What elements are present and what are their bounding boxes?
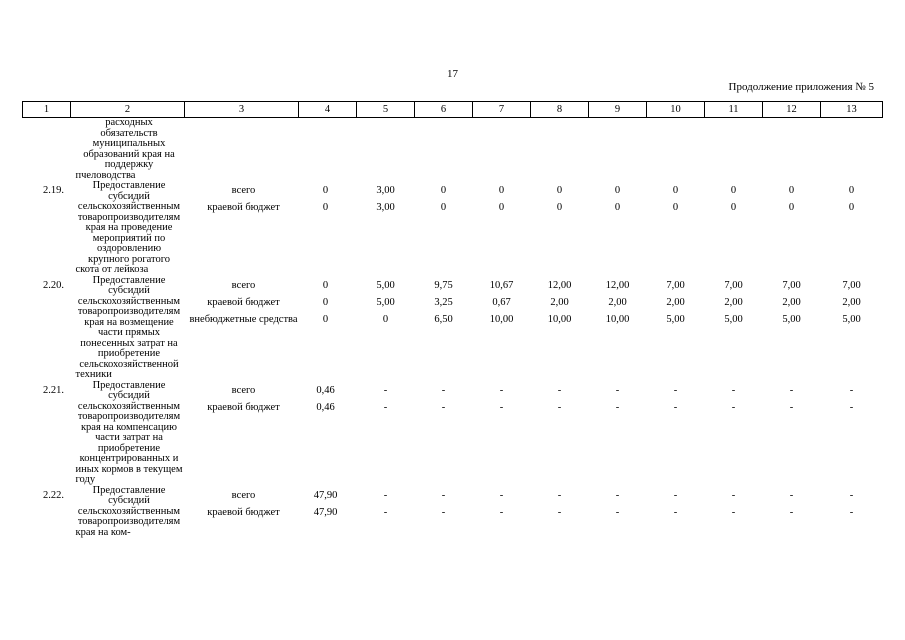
- value-cell: 0: [788, 202, 795, 213]
- value-cell: 2,00: [782, 296, 801, 308]
- column-header-11: 11: [705, 102, 763, 118]
- value-cell: 7,00: [724, 279, 743, 291]
- value-cell: -: [731, 506, 736, 518]
- funding-source-label: всего: [231, 185, 256, 196]
- value-cell: -: [673, 401, 678, 413]
- value-cell: 0: [440, 185, 447, 196]
- value-column-12: [763, 486, 821, 539]
- value-cell: 0: [498, 185, 505, 196]
- value-cell: -: [615, 384, 620, 396]
- value-column-10: [647, 118, 705, 182]
- value-column-11: [705, 486, 763, 539]
- value-cell: 0: [322, 279, 329, 291]
- value-column-13: [821, 118, 883, 182]
- value-cell: 6,50: [434, 313, 453, 325]
- value-cell: -: [731, 401, 736, 413]
- value-cell: -: [499, 384, 504, 396]
- table-header-row: [23, 102, 883, 118]
- row-number: 2.21.: [43, 384, 64, 396]
- value-cell: 2,00: [666, 296, 685, 308]
- value-cell: -: [789, 384, 794, 396]
- value-column-6: [415, 486, 473, 539]
- value-cell: 0: [614, 202, 621, 213]
- value-column-6: [415, 276, 473, 381]
- value-column-11: [705, 276, 763, 381]
- funding-source-label: краевой бюджет: [207, 202, 280, 213]
- value-column-13: [821, 381, 883, 486]
- value-column-9: [589, 276, 647, 381]
- row-number: 2.20.: [43, 279, 64, 291]
- value-cell: -: [849, 506, 854, 518]
- value-column-9: [589, 486, 647, 539]
- value-column-9: [589, 118, 647, 182]
- value-cell: 0: [672, 185, 679, 196]
- column-header-6: 6: [415, 102, 473, 118]
- table-row: [23, 276, 883, 381]
- value-column-11: [705, 181, 763, 276]
- value-cell: -: [849, 489, 854, 501]
- value-cell: 0: [556, 202, 563, 213]
- value-cell: -: [789, 506, 794, 518]
- value-cell: 2,00: [842, 296, 861, 308]
- funding-sources: [185, 181, 299, 276]
- value-cell: 7,00: [666, 279, 685, 291]
- value-cell: 10,00: [605, 313, 630, 325]
- value-cell: 0: [322, 296, 329, 308]
- column-header-13: 13: [821, 102, 883, 118]
- value-cell: -: [615, 489, 620, 501]
- value-column-6: [415, 118, 473, 182]
- value-cell: -: [383, 506, 388, 518]
- value-cell: -: [615, 506, 620, 518]
- row-description: расходных обязательств муниципальных образований края на поддержку пчеловодства: [75, 117, 175, 181]
- value-cell: -: [789, 401, 794, 413]
- value-cell: 5,00: [376, 279, 395, 291]
- funding-source-label: краевой бюджет: [207, 296, 280, 308]
- value-cell: 5,00: [782, 313, 801, 325]
- value-column-13: [821, 276, 883, 381]
- value-cell: 2,00: [724, 296, 743, 308]
- value-column-4: [299, 118, 357, 182]
- value-column-4: [299, 381, 357, 486]
- value-cell: 3,25: [434, 296, 453, 308]
- value-cell: 0: [788, 185, 795, 196]
- value-cell: -: [383, 384, 388, 396]
- value-cell: 3,00: [376, 185, 395, 196]
- value-cell: 10,67: [489, 279, 514, 291]
- value-column-13: [821, 181, 883, 276]
- value-column-10: [647, 181, 705, 276]
- value-column-5: [357, 118, 415, 182]
- column-header-8: 8: [531, 102, 589, 118]
- value-cell: -: [557, 401, 562, 413]
- value-cell: -: [499, 401, 504, 413]
- value-cell: 2,00: [608, 296, 627, 308]
- value-cell: 0,46: [316, 384, 335, 396]
- value-cell: 5,00: [376, 296, 395, 308]
- value-column-10: [647, 276, 705, 381]
- value-cell: 0: [730, 202, 737, 213]
- value-cell: 7,00: [842, 279, 861, 291]
- value-column-12: [763, 118, 821, 182]
- budget-table: [22, 101, 883, 538]
- value-cell: 9,75: [434, 279, 453, 291]
- value-cell: 0: [614, 185, 621, 196]
- value-column-8: [531, 381, 589, 486]
- value-column-7: [473, 276, 531, 381]
- value-column-11: [705, 381, 763, 486]
- funding-source-label: всего: [231, 279, 256, 291]
- value-cell: -: [383, 489, 388, 501]
- row-description: Предоставление субсидий сельскохозяйственным товаропроизводителям края на компенсацию части затрат на приобретение концентрированных и иных кормов в текущем году: [75, 379, 183, 485]
- row-number: 2.19.: [43, 185, 64, 196]
- value-cell: 2,00: [550, 296, 569, 308]
- value-column-8: [531, 118, 589, 182]
- value-cell: -: [731, 384, 736, 396]
- funding-sources: [185, 276, 299, 381]
- value-column-4: [299, 486, 357, 539]
- column-header-1: 1: [23, 102, 71, 118]
- funding-source-label: внебюджетные средства: [189, 313, 298, 325]
- value-cell: 10,00: [489, 313, 514, 325]
- value-cell: 5,00: [666, 313, 685, 325]
- funding-sources: [185, 381, 299, 486]
- value-cell: -: [383, 401, 388, 413]
- value-cell: 12,00: [547, 279, 572, 291]
- value-cell: 0: [322, 202, 329, 213]
- value-column-8: [531, 276, 589, 381]
- value-cell: 0: [440, 202, 447, 213]
- row-number: 2.22.: [43, 489, 64, 501]
- value-cell: -: [441, 489, 446, 501]
- value-column-4: [299, 181, 357, 276]
- value-cell: 5,00: [724, 313, 743, 325]
- value-column-12: [763, 276, 821, 381]
- value-cell: 7,00: [782, 279, 801, 291]
- value-cell: 0: [322, 313, 329, 325]
- funding-source-label: краевой бюджет: [207, 506, 280, 518]
- value-cell: 0: [382, 313, 389, 325]
- column-header-12: 12: [763, 102, 821, 118]
- value-cell: -: [673, 384, 678, 396]
- value-column-7: [473, 486, 531, 539]
- column-header-2: 2: [71, 102, 185, 118]
- value-column-5: [357, 381, 415, 486]
- value-cell: -: [499, 489, 504, 501]
- column-header-10: 10: [647, 102, 705, 118]
- value-column-7: [473, 181, 531, 276]
- value-column-5: [357, 486, 415, 539]
- table-row: [23, 486, 883, 539]
- value-cell: 5,00: [842, 313, 861, 325]
- value-column-7: [473, 118, 531, 182]
- page-number: 17: [447, 68, 458, 80]
- value-column-6: [415, 381, 473, 486]
- funding-source-label: всего: [231, 384, 256, 396]
- value-column-10: [647, 381, 705, 486]
- value-cell: -: [441, 506, 446, 518]
- row-description: Предоставление субсидий сельскохозяйственным товаропроизводителям края на ком-: [75, 484, 181, 538]
- row-number: [23, 118, 71, 182]
- value-cell: 0: [498, 202, 505, 213]
- value-cell: 0: [322, 185, 329, 196]
- table-row: [23, 381, 883, 486]
- value-cell: 3,00: [376, 202, 395, 213]
- value-cell: -: [557, 384, 562, 396]
- row-description: Предоставление субсидий сельскохозяйственным товаропроизводителям края на возмещение части прямых понесенных затрат на приобретение сельскохозяйственной техники: [75, 274, 181, 380]
- value-column-10: [647, 486, 705, 539]
- value-cell: -: [673, 506, 678, 518]
- value-column-12: [763, 181, 821, 276]
- value-cell: -: [557, 489, 562, 501]
- row-description: Предоставление субсидий сельскохозяйственным товаропроизводителям края на проведение мероприятий по оздоровлению крупного рогатого скота от лейкоза: [75, 180, 181, 275]
- table-body: [23, 118, 883, 539]
- value-column-13: [821, 486, 883, 539]
- column-header-9: 9: [589, 102, 647, 118]
- value-cell: -: [673, 489, 678, 501]
- appendix-continuation-label: Продолжение приложения № 5: [728, 81, 874, 93]
- value-cell: 0,46: [316, 401, 335, 413]
- funding-source-label: краевой бюджет: [207, 401, 280, 413]
- column-header-7: 7: [473, 102, 531, 118]
- value-cell: -: [499, 506, 504, 518]
- value-cell: 47,90: [313, 506, 338, 518]
- column-header-4: 4: [299, 102, 357, 118]
- value-column-12: [763, 381, 821, 486]
- value-cell: 0: [730, 185, 737, 196]
- funding-source-label: всего: [231, 489, 256, 501]
- table-row: [23, 181, 883, 276]
- value-cell: 0: [848, 185, 855, 196]
- value-cell: -: [731, 489, 736, 501]
- value-cell: 47,90: [313, 489, 338, 501]
- value-column-9: [589, 181, 647, 276]
- value-cell: -: [441, 401, 446, 413]
- value-cell: -: [441, 384, 446, 396]
- value-column-7: [473, 381, 531, 486]
- table-row: [23, 118, 883, 182]
- value-column-8: [531, 181, 589, 276]
- value-cell: -: [849, 384, 854, 396]
- funding-sources: [185, 486, 299, 539]
- value-column-4: [299, 276, 357, 381]
- value-cell: -: [849, 401, 854, 413]
- value-cell: 12,00: [605, 279, 630, 291]
- value-column-9: [589, 381, 647, 486]
- value-column-11: [705, 118, 763, 182]
- value-cell: 0: [848, 202, 855, 213]
- value-cell: -: [557, 506, 562, 518]
- value-column-6: [415, 181, 473, 276]
- value-column-5: [357, 181, 415, 276]
- value-cell: -: [789, 489, 794, 501]
- column-header-3: 3: [185, 102, 299, 118]
- value-cell: 10,00: [547, 313, 572, 325]
- value-column-8: [531, 486, 589, 539]
- funding-sources: [185, 118, 299, 182]
- column-header-5: 5: [357, 102, 415, 118]
- value-cell: 0,67: [492, 296, 511, 308]
- value-column-5: [357, 276, 415, 381]
- value-cell: 0: [556, 185, 563, 196]
- value-cell: -: [615, 401, 620, 413]
- value-cell: 0: [672, 202, 679, 213]
